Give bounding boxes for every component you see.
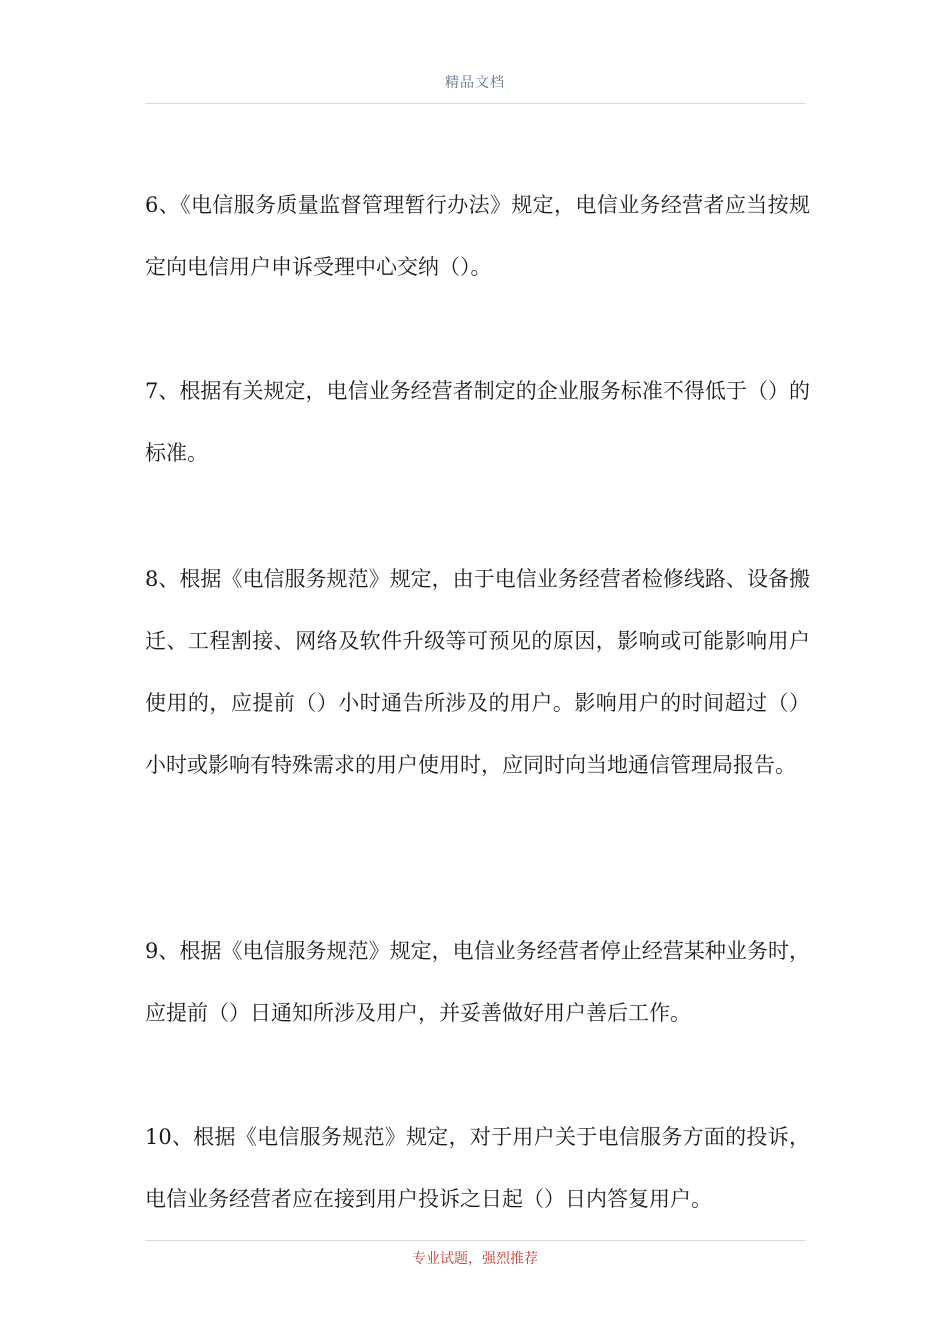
header-divider (145, 103, 805, 104)
question-10: 10、根据《电信服务规范》规定，对于用户关于电信服务方面的投诉，电信业务经营者应在接到用户投诉之日起（）日内答复用户。 (145, 1125, 810, 1211)
question-7: 7、根据有关规定，电信业务经营者制定的企业服务标准不得低于（）的标准。 (145, 379, 810, 465)
page-header-title: 精品文档 (445, 75, 505, 91)
footer-divider (145, 1240, 805, 1241)
question-6: 6、《电信服务质量监督管理暂行办法》规定，电信业务经营者应当按规定向电信用户申诉受理中心交纳（）。 (145, 193, 810, 279)
page-footer-text: 专业试题，强烈推荐 (412, 1251, 538, 1267)
question-8: 8、根据《电信服务规范》规定，由于电信业务经营者检修线路、设备搬迁、工程割接、网络及软件升级等可预见的原因，影响或可能影响用户使用的，应提前（）小时通告所涉及的用户。影响用户的时间超过（）小时或影响有特殊需求的用户使用时，应同时向当地通信管理局报告。 (145, 567, 810, 777)
question-9: 9、根据《电信服务规范》规定，电信业务经营者停止经营某种业务时，应提前（）日通知所涉及用户，并妥善做好用户善后工作。 (145, 939, 810, 1025)
